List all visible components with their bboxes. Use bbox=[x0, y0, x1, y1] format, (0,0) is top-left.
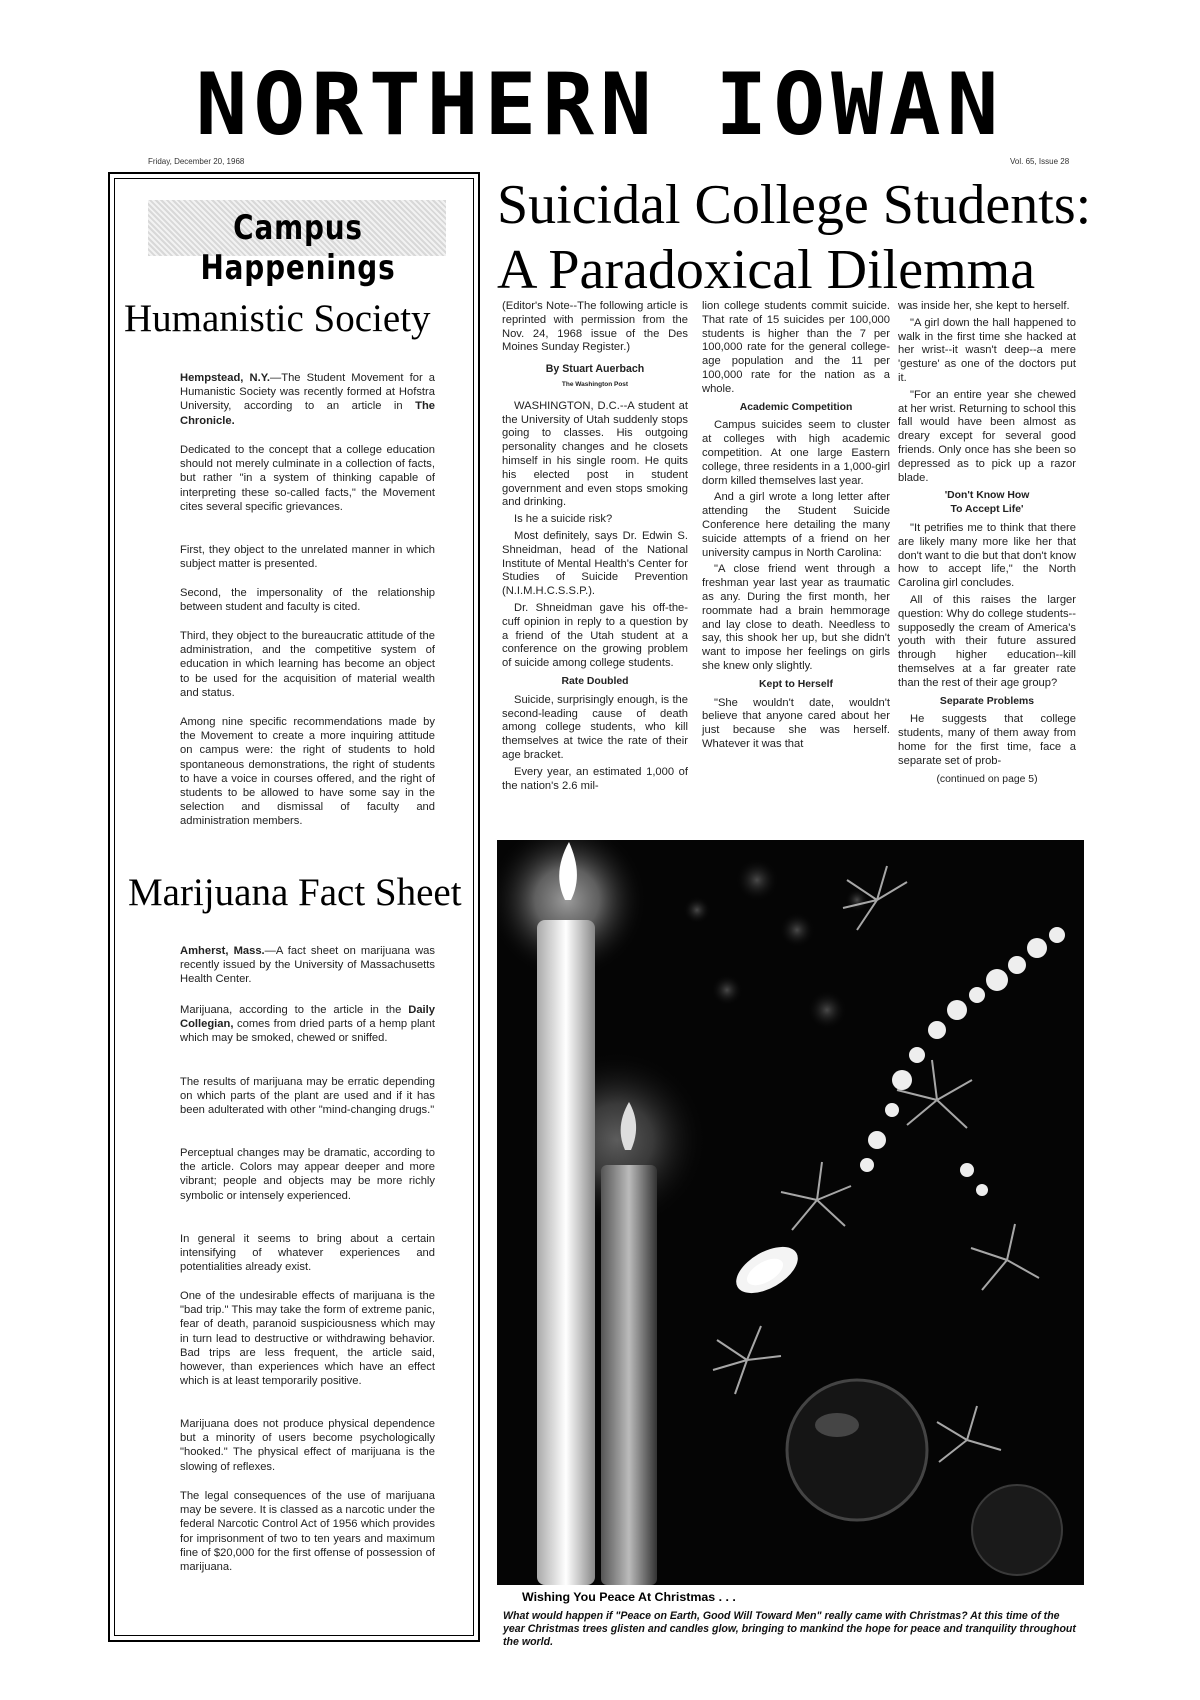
photo-caption-title: Wishing You Peace At Christmas . . . bbox=[522, 1590, 736, 1604]
subhead-to-accept-life: To Accept Life' bbox=[950, 504, 1024, 516]
humanistic-society-headline: Humanistic Society bbox=[124, 297, 431, 340]
photo-illustration bbox=[497, 840, 1084, 1585]
article-paragraph: "A girl down the hall happened to walk in the first time she hacked at her wrist--it wasn't deep--a mere 'gesture' as one of the doctors put it. bbox=[898, 316, 1076, 384]
paragraph-text: —The Student Movement for a Humanistic Society was recently formed at Hofstra University, according to an article in bbox=[180, 372, 435, 413]
article-paragraph: "A close friend went through a freshman year last year as traumatic as any. During the first month, her roommate had a brain hemmorage and lay close to death. Needless to say, this shook her up, but she didn't want to impose her feelings on girls she knew only slightly. bbox=[702, 563, 890, 672]
subhead-academic-competition: Academic Competition bbox=[739, 401, 853, 413]
subhead-separate-problems: Separate Problems bbox=[939, 695, 1035, 707]
source-daily-collegian: Daily Collegian, bbox=[180, 1004, 435, 1031]
marijuana-paragraph-3: The results of marijuana may be erratic depending on which parts of the plant are used and if it has been adulterated with other "mind-changing drugs." bbox=[180, 1076, 435, 1117]
editors-note: (Editor's Note--The following article is reprinted with permission from the Nov. 24, 1968 issue of the Des Moines Sunday Register.) bbox=[502, 300, 688, 354]
marijuana-paragraph-5: In general it seems to bring about a certain intensifying of whatever experiences and potentialities already exist. bbox=[180, 1233, 435, 1274]
paragraph-text: comes from dried parts of a hemp plant which may be smoked, chewed or sniffed. bbox=[180, 1018, 435, 1045]
subhead-rate-doubled: Rate Doubled bbox=[561, 675, 629, 687]
humanistic-paragraph-5: Third, they object to the bureaucratic attitude of the administration, and the competitive system of education in which learning has become an object to be used for the acquisition of material wealth and status. bbox=[180, 630, 435, 699]
article-column-3 bbox=[898, 300, 1076, 791]
byline: By Stuart Auerbach bbox=[545, 363, 645, 376]
article-paragraph: "For an entire year she chewed at her wrist. Returning to school this fall would have been almost as dreary except for several good friends. Only once has she been so depressed as to pick up a razor blade. bbox=[898, 388, 1076, 484]
article-paragraph: "She wouldn't date, wouldn't believe that anyone cared about her just because she was herself. Whatever it was that bbox=[702, 696, 890, 750]
marijuana-paragraph-2 bbox=[180, 1003, 435, 1046]
article-paragraph: And a girl wrote a long letter after attending the Student Suicide Conference here detailing the many suicide attempts of a friend on her university campus in North Carolina: bbox=[702, 491, 890, 559]
article-paragraph: Dr. Shneidman gave his off-the-cuff opinion in reply to a question by a friend of the Utah student at a conference on the growing problem of suicide among college students. bbox=[502, 601, 688, 670]
issue-volume: Vol. 65, Issue 28 bbox=[1010, 157, 1070, 166]
humanistic-paragraph-3: First, they object to the unrelated manner in which subject matter is presented. bbox=[180, 544, 435, 571]
paragraph-text: Marijuana, according to the article in the bbox=[180, 1004, 409, 1016]
marijuana-paragraph-8: The legal consequences of the use of marijuana may be severe. It is classed as a narcotic under the federal Narcotic Control Act of 1956 which provides for imprisonment of two to ten years and maximum fine of $20,000 for the first offense of possession of marijuana. bbox=[180, 1490, 435, 1574]
dateline-hempstead: Hempstead, N.Y. bbox=[180, 372, 271, 384]
photo-caption-body: What would happen if "Peace on Earth, Good Will Toward Men" really came with Christmas? At this time of the year Christmas trees glisten and candles glow, bringing to mankind the hope for peace and tranquility throughout the world. bbox=[503, 1610, 1076, 1648]
marijuana-paragraph-6: One of the undesirable effects of marijuana is the "bad trip." This may take the form of extreme panic, fear of death, paranoid suspiciousness which may in turn lead to destructive or withdrawing behavior. Bad trips are less frequent, the article said, however, than experiences which have an effect which is at least temporarily positive. bbox=[180, 1290, 435, 1388]
subhead-dont-know-how: 'Don't Know How bbox=[944, 490, 1030, 502]
article-paragraph: Most definitely, says Dr. Edwin S. Shneidman, head of the National Institute of Mental Health's Center for Studies of Suicide Prevention (N.I.M.H.C.S.S.P.). bbox=[502, 529, 688, 598]
dateline-amherst: Amherst, Mass. bbox=[180, 945, 265, 957]
byline-source: The Washington Post bbox=[561, 380, 629, 388]
humanistic-paragraph-2: Dedicated to the concept that a college education should not merely culminate in a collection of facts, but rather "in a system of thinking capable of interpreting these so-called facts," the Movement cites several specific grievances. bbox=[180, 444, 435, 513]
article-headline-line-1: Suicidal College Students: bbox=[497, 174, 1092, 236]
paragraph-text: —A fact sheet on marijuana was recently issued by the University of Massachusetts Health Center. bbox=[180, 945, 435, 986]
campus-happenings-banner: Campus Happenings bbox=[200, 208, 396, 288]
article-column-2 bbox=[702, 300, 890, 755]
article-paragraph: He suggests that college students, many of them away from home for the first time, face a separate set of prob- bbox=[898, 713, 1076, 767]
article-paragraph: lion college students commit suicide. That rate of 15 suicides per 100,000 students is higher than the 7 per 100,000 rate for the general college-age population and the 11 per 100,000 rate for the nation as a whole. bbox=[702, 300, 890, 395]
newspaper-title: NORTHERN IOWAN bbox=[195, 55, 1005, 155]
marijuana-paragraph-1 bbox=[180, 944, 435, 987]
masthead bbox=[150, 55, 1050, 155]
marijuana-fact-sheet-headline: Marijuana Fact Sheet bbox=[128, 871, 462, 914]
article-headline-line-2: A Paradoxical Dilemma bbox=[497, 239, 1036, 301]
article-paragraph: Campus suicides seem to cluster at colleges with high academic competition. At one large Eastern college, three residents in a 1,000-girl dorm killed themselves last year. bbox=[702, 419, 890, 487]
source-chronicle: The Chronicle. bbox=[180, 400, 435, 427]
article-paragraph: was inside her, she kept to herself. bbox=[898, 300, 1070, 312]
article-paragraph: Is he a suicide risk? bbox=[514, 513, 613, 526]
article-paragraph: All of this raises the larger question: Why do college students--supposedly the cream of America's youth with their future assured through higher education--kill themselves at a far greater rate than the rest of their age group? bbox=[898, 593, 1076, 689]
article-column-1 bbox=[502, 300, 688, 796]
article-paragraph: Every year, an estimated 1,000 of the nation's 2.6 mil- bbox=[502, 765, 688, 792]
continued-note: (continued on page 5) bbox=[936, 773, 1038, 785]
marijuana-paragraph-7: Marijuana does not produce physical dependence but a minority of users become psychologically "hooked." The physical effect of marijuana is the slowing of reflexes. bbox=[180, 1418, 435, 1473]
article-paragraph: "It petrifies me to think that there are likely many more like her that don't want to die but that don't know how to accept life," the North Carolina girl concludes. bbox=[898, 521, 1076, 590]
christmas-candles-photo bbox=[497, 840, 1084, 1585]
humanistic-paragraph-1 bbox=[180, 371, 435, 428]
issue-date: Friday, December 20, 1968 bbox=[148, 157, 245, 166]
subhead-kept-to-herself: Kept to Herself bbox=[759, 678, 833, 690]
humanistic-paragraph-6: Among nine specific recommendations made by the Movement to create a more inquiring attitude on campus were: the right of students to hold spontaneous demonstrations, the right of students to have a voice in courses offered, and the right of students to be allowed to have some say in the selection and dismissal of faculty and administration members. bbox=[180, 716, 435, 828]
article-paragraph: Suicide, surprisingly enough, is the second-leading cause of death among college students, who kill themselves at twice the rate of their age bracket. bbox=[502, 693, 688, 761]
marijuana-paragraph-4: Perceptual changes may be dramatic, according to the article. Colors may appear deeper and more vibrant; people and objects may be more richly symbolic or intensely experienced. bbox=[180, 1147, 435, 1202]
humanistic-paragraph-4: Second, the impersonality of the relationship between student and faculty is cited. bbox=[180, 587, 435, 614]
article-paragraph: WASHINGTON, D.C.--A student at the University of Utah suddenly stops going to classes. His outgoing personality changes and he closets himself in his single room. He quits his elected post in student government and even stops smoking and drinking. bbox=[502, 399, 688, 509]
